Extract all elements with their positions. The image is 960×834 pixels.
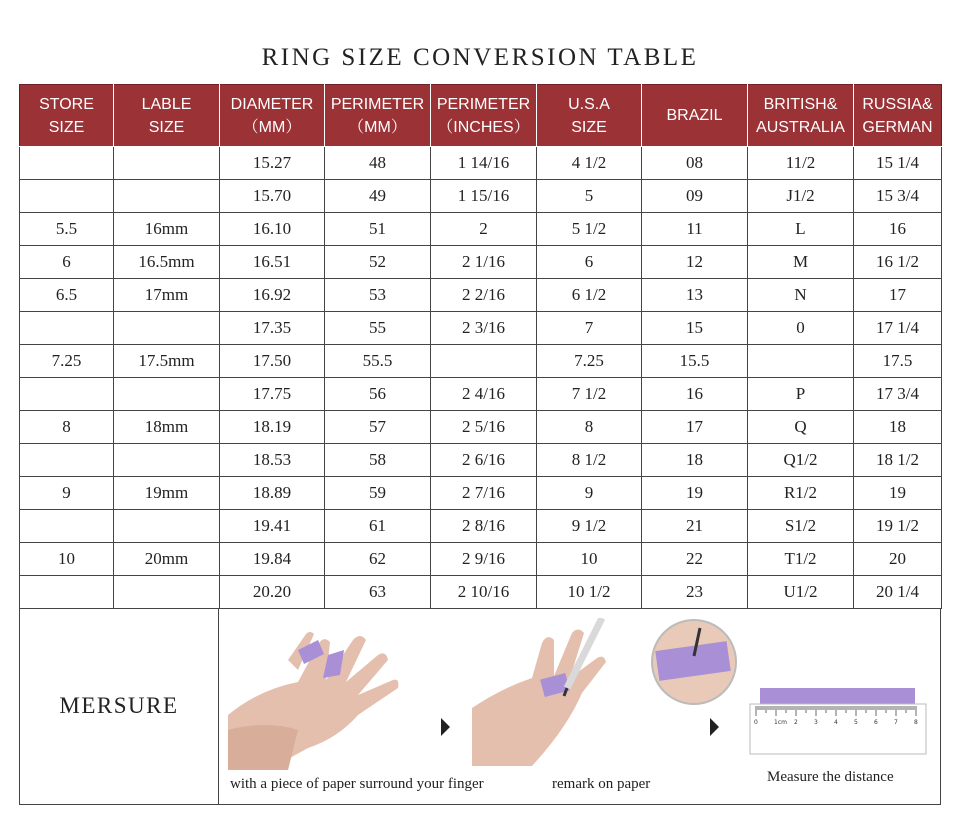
ruler-label: 5 — [854, 719, 858, 726]
table-cell: 0 — [748, 312, 854, 345]
table-cell: 12 — [642, 246, 748, 279]
table-cell — [20, 576, 114, 609]
table-cell: 59 — [325, 477, 431, 510]
column-header-line: PERIMETER — [436, 95, 531, 113]
table-cell: 16.10 — [220, 213, 325, 246]
table-row — [20, 279, 942, 312]
caption-wrap-finger: with a piece of paper surround your finger — [230, 776, 484, 792]
table-cell: 5 — [537, 180, 642, 213]
table-cell: 8 — [20, 411, 114, 444]
table-cell: 55 — [325, 312, 431, 345]
table-cell: 18 — [642, 444, 748, 477]
table-cell: 2 2/16 — [431, 279, 537, 312]
ruler-label: 4 — [834, 719, 838, 726]
table-row — [20, 312, 942, 345]
column-header-line: U.S.A — [568, 95, 610, 113]
table-cell: 7 1/2 — [537, 378, 642, 411]
table-cell: 8 — [537, 411, 642, 444]
table-cell: 48 — [325, 147, 431, 180]
table-cell: 8 1/2 — [537, 444, 642, 477]
table-cell: 6 1/2 — [537, 279, 642, 312]
table-cell: 18 1/2 — [854, 444, 942, 477]
table-cell: 17 3/4 — [854, 378, 942, 411]
table-cell: 7 — [537, 312, 642, 345]
table-cell: 20mm — [114, 543, 220, 576]
arrow-right-icon — [710, 718, 719, 736]
hand-wrap-illustration — [228, 620, 433, 770]
table-cell: 2 4/16 — [431, 378, 537, 411]
table-cell: 5 1/2 — [537, 213, 642, 246]
table-cell: 19.84 — [220, 543, 325, 576]
table-cell: J1/2 — [748, 180, 854, 213]
column-header-line: SIZE — [48, 118, 85, 136]
table-cell — [114, 576, 220, 609]
table-cell: 2 10/16 — [431, 576, 537, 609]
table-row — [20, 477, 942, 510]
table-cell: 18 — [854, 411, 942, 444]
table-cell: 17.5 — [854, 345, 942, 378]
table-cell: 19 — [642, 477, 748, 510]
table-row — [20, 345, 942, 378]
table-cell: 2 8/16 — [431, 510, 537, 543]
table-cell: 49 — [325, 180, 431, 213]
table-cell: 2 5/16 — [431, 411, 537, 444]
table-row — [20, 543, 942, 576]
table-cell: 16.92 — [220, 279, 325, 312]
page-title: RING SIZE CONVERSION TABLE — [261, 44, 699, 71]
table-cell: Q — [748, 411, 854, 444]
table-cell: 16 — [642, 378, 748, 411]
column-header-line: GERMAN — [862, 118, 933, 136]
table-cell: 19.41 — [220, 510, 325, 543]
table-cell: 20.20 — [220, 576, 325, 609]
column-header — [325, 85, 431, 147]
table-cell: 16 — [854, 213, 942, 246]
table-cell: 22 — [642, 543, 748, 576]
table-cell: M — [748, 246, 854, 279]
table-cell: 20 — [854, 543, 942, 576]
column-header — [537, 85, 642, 147]
table-cell: 9 — [537, 477, 642, 510]
table-cell: 7.25 — [20, 345, 114, 378]
table-cell: 62 — [325, 543, 431, 576]
table-cell: L — [748, 213, 854, 246]
ruler-label: 6 — [874, 719, 878, 726]
column-header — [642, 85, 748, 147]
column-header — [748, 85, 854, 147]
table-cell: 1 14/16 — [431, 147, 537, 180]
table-cell: 11 — [642, 213, 748, 246]
table-cell: T1/2 — [748, 543, 854, 576]
table-cell: 6 — [20, 246, 114, 279]
table-cell: 63 — [325, 576, 431, 609]
table-cell: 9 — [20, 477, 114, 510]
ruler-label: 8 — [914, 719, 918, 726]
table-cell: 2 1/16 — [431, 246, 537, 279]
column-header — [114, 85, 220, 147]
table-cell: 6.5 — [20, 279, 114, 312]
table-cell: 53 — [325, 279, 431, 312]
table-cell: 16mm — [114, 213, 220, 246]
table-cell: 16 1/2 — [854, 246, 942, 279]
measure-label: MERSURE — [20, 608, 219, 804]
column-header-line: SIZE — [571, 118, 607, 136]
table-cell: 17.75 — [220, 378, 325, 411]
column-header-line: PERIMETER — [330, 95, 425, 113]
table-cell: U1/2 — [748, 576, 854, 609]
table-cell: 18mm — [114, 411, 220, 444]
table-cell: 10 — [537, 543, 642, 576]
table-cell — [114, 444, 220, 477]
table-cell: 18.53 — [220, 444, 325, 477]
table-cell: 13 — [642, 279, 748, 312]
table-cell: 15.70 — [220, 180, 325, 213]
mark-paper-illustration — [472, 618, 737, 766]
table-cell: 16.5mm — [114, 246, 220, 279]
table-cell: 2 3/16 — [431, 312, 537, 345]
column-header-line: DIAMETER — [230, 95, 314, 113]
table-cell: 2 — [431, 213, 537, 246]
ring-size-table-container — [19, 84, 941, 609]
column-header — [431, 85, 537, 147]
table-cell: 4 1/2 — [537, 147, 642, 180]
column-header-line: SIZE — [148, 118, 185, 136]
table-cell — [431, 345, 537, 378]
table-cell: S1/2 — [748, 510, 854, 543]
table-body — [20, 147, 942, 609]
table-cell: 10 1/2 — [537, 576, 642, 609]
ruler-label: 1cm — [774, 719, 787, 726]
table-row — [20, 378, 942, 411]
table-cell: 1 15/16 — [431, 180, 537, 213]
table-cell: 19 1/2 — [854, 510, 942, 543]
table-cell: 09 — [642, 180, 748, 213]
table-cell: 18.89 — [220, 477, 325, 510]
table-cell: 5.5 — [20, 213, 114, 246]
table-row — [20, 147, 942, 180]
table-cell: 17 1/4 — [854, 312, 942, 345]
table-row — [20, 180, 942, 213]
table-cell: 7.25 — [537, 345, 642, 378]
table-cell — [114, 510, 220, 543]
column-header-line: BRAZIL — [666, 107, 723, 124]
table-cell: 2 9/16 — [431, 543, 537, 576]
table-cell: 58 — [325, 444, 431, 477]
table-cell: 08 — [642, 147, 748, 180]
column-header-line: （MM） — [348, 118, 407, 136]
table-cell: 10 — [20, 543, 114, 576]
table-cell: 51 — [325, 213, 431, 246]
column-header-line: （MM） — [242, 118, 302, 136]
table-row — [20, 444, 942, 477]
table-cell: 6 — [537, 246, 642, 279]
table-cell: N — [748, 279, 854, 312]
column-header — [854, 85, 942, 147]
table-cell — [748, 345, 854, 378]
table-cell: 17.50 — [220, 345, 325, 378]
table-cell: 17.5mm — [114, 345, 220, 378]
column-header-line: （INCHES） — [437, 118, 530, 136]
table-cell: 17 — [854, 279, 942, 312]
column-header-line: BRITISH& — [763, 95, 838, 113]
table-cell: 16.51 — [220, 246, 325, 279]
column-header — [220, 85, 325, 147]
table-cell — [20, 180, 114, 213]
table-cell: 21 — [642, 510, 748, 543]
table-cell: 15 — [642, 312, 748, 345]
table-cell: 18.19 — [220, 411, 325, 444]
table-header — [20, 85, 942, 147]
column-header-line: LABLE — [141, 95, 192, 113]
column-header-line: AUSTRALIA — [756, 118, 845, 136]
table-cell — [20, 312, 114, 345]
table-cell: 2 6/16 — [431, 444, 537, 477]
measure-section — [19, 608, 941, 805]
table-cell — [20, 510, 114, 543]
table-cell: 57 — [325, 411, 431, 444]
ruler-label: 7 — [894, 719, 898, 726]
column-header-line: STORE — [39, 95, 94, 113]
ruler-label: 0 — [754, 719, 758, 726]
table-cell: 52 — [325, 246, 431, 279]
table-cell — [20, 444, 114, 477]
table-cell: 11/2 — [748, 147, 854, 180]
table-cell — [20, 147, 114, 180]
table-cell: 15.27 — [220, 147, 325, 180]
table-cell: 17 — [642, 411, 748, 444]
table-cell: 15 3/4 — [854, 180, 942, 213]
table-cell — [114, 180, 220, 213]
table-cell: 19mm — [114, 477, 220, 510]
table-cell: P — [748, 378, 854, 411]
ring-size-table — [19, 84, 942, 609]
ruler-label: 3 — [814, 719, 818, 726]
table-cell: 56 — [325, 378, 431, 411]
table-cell: Q1/2 — [748, 444, 854, 477]
table-cell — [114, 312, 220, 345]
header-row — [20, 85, 942, 147]
table-cell — [20, 378, 114, 411]
table-row — [20, 576, 942, 609]
table-cell — [114, 147, 220, 180]
table-cell: 55.5 — [325, 345, 431, 378]
table-cell: R1/2 — [748, 477, 854, 510]
table-cell: 17mm — [114, 279, 220, 312]
table-cell: 15 1/4 — [854, 147, 942, 180]
table-row — [20, 411, 942, 444]
table-cell: 20 1/4 — [854, 576, 942, 609]
table-row — [20, 510, 942, 543]
column-header — [20, 85, 114, 147]
table-cell: 17.35 — [220, 312, 325, 345]
arrow-right-icon — [441, 718, 450, 736]
table-cell: 9 1/2 — [537, 510, 642, 543]
table-row — [20, 213, 942, 246]
table-cell — [114, 378, 220, 411]
ruler-label: 2 — [794, 719, 798, 726]
column-header-line: RUSSIA& — [862, 95, 933, 113]
table-cell: 23 — [642, 576, 748, 609]
table-cell: 19 — [854, 477, 942, 510]
ruler-illustration — [748, 680, 928, 758]
table-cell: 2 7/16 — [431, 477, 537, 510]
caption-measure-distance: Measure the distance — [767, 769, 894, 785]
caption-remark-paper: remark on paper — [552, 776, 651, 792]
table-cell: 61 — [325, 510, 431, 543]
table-cell: 15.5 — [642, 345, 748, 378]
table-row — [20, 246, 942, 279]
